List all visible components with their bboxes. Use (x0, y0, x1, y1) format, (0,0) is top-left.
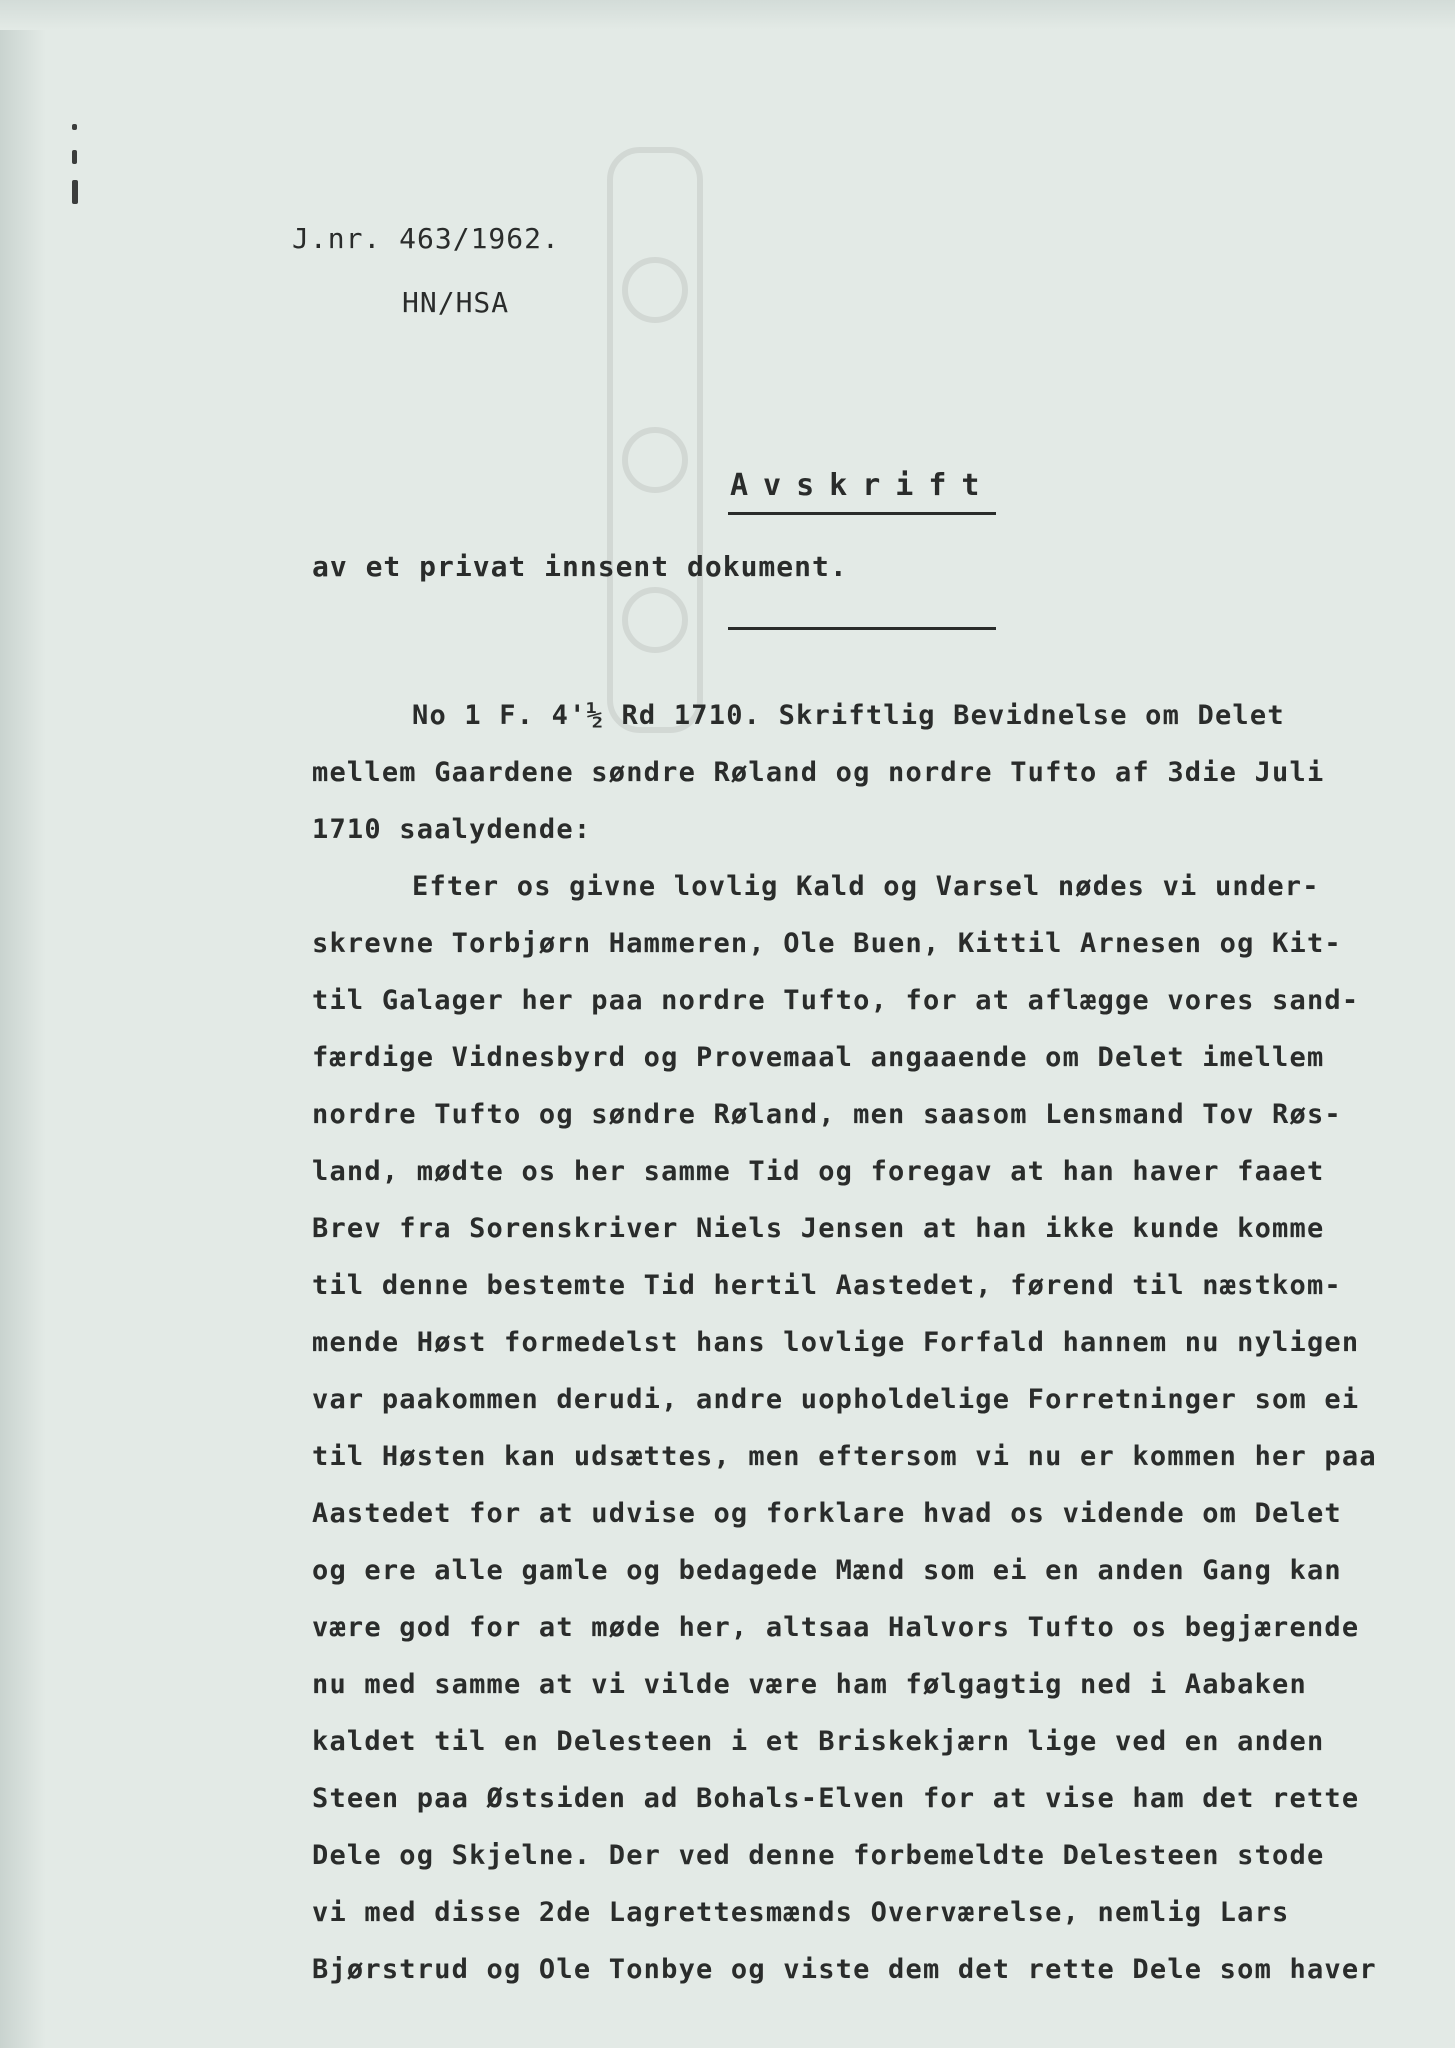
text-line: Brev fra Sorenskriver Niels Jensen at han ikke kunde komme (312, 1213, 1325, 1244)
punch-mark (72, 124, 77, 130)
text-line: 1710 saalydende: (312, 814, 592, 845)
text-line: Steen paa Østsiden ad Bohals-Elven for at vise ham det rette (312, 1783, 1360, 1814)
author-initials: HN/HSA (402, 286, 510, 319)
separator-line (728, 627, 996, 630)
text-line: Aastedet for at udvise og forklare hvad os vidende om Delet (312, 1498, 1342, 1529)
text-line: mellem Gaardene søndre Røland og nordre Tufto af 3die Juli (312, 757, 1325, 788)
text-line: skrevne Torbjørn Hammeren, Ole Buen, Kittil Arnesen og Kit- (312, 928, 1342, 959)
text-line: var paakommen derudi, andre uopholdelige Forretninger som ei (312, 1384, 1360, 1415)
text-line: til denne bestemte Tid hertil Aastedet, førend til næstkom- (312, 1270, 1342, 1301)
text-line: nordre Tufto og søndre Røland, men saasom Lensmand Tov Røs- (312, 1099, 1342, 1130)
text-line: Dele og Skjelne. Der ved denne forbemeldte Delesteen stode (312, 1840, 1325, 1871)
reference-number: J.nr. 463/1962. (292, 222, 560, 255)
text-line: være god for at møde her, altsaa Halvors Tufto os begjærende (312, 1612, 1360, 1643)
text-line: land, mødte os her samme Tid og foregav at han haver faaet (312, 1156, 1325, 1187)
document-title: Avskrift (730, 468, 995, 503)
title-underline (728, 512, 996, 515)
page-edge-shadow (0, 0, 46, 2048)
document-subtitle: av et privat innsent dokument. (312, 550, 848, 583)
text-line: Bjørstrud og Ole Tonbye og viste dem det rette Dele som haver (312, 1954, 1377, 1985)
stamp-watermark (600, 140, 710, 740)
text-line: til Galager her paa nordre Tufto, for at aflægge vores sand- (312, 985, 1360, 1016)
page-top-shadow (0, 0, 1455, 30)
text-line: Efter os givne lovlig Kald og Varsel nødes vi under- (412, 871, 1320, 902)
text-line: vi med disse 2de Lagrettesmænds Overværelse, nemlig Lars (312, 1897, 1290, 1928)
text-line: mende Høst formedelst hans lovlige Forfald hannem nu nyligen (312, 1327, 1360, 1358)
text-line: nu med samme at vi vilde være ham følgagtig ned i Aabaken (312, 1669, 1307, 1700)
punch-mark (72, 180, 78, 204)
text-line: kaldet til en Delesteen i et Briskekjærn lige ved en anden (312, 1726, 1325, 1757)
text-line: til Høsten kan udsættes, men eftersom vi nu er kommen her paa (312, 1441, 1377, 1472)
text-line: og ere alle gamle og bedagede Mænd som ei en anden Gang kan (312, 1555, 1342, 1586)
text-line: No 1 F. 4'½ Rd 1710. Skriftlig Bevidnelse om Delet (412, 700, 1285, 731)
text-line: færdige Vidnesbyrd og Provemaal angaaende om Delet imellem (312, 1042, 1325, 1073)
punch-mark (72, 150, 77, 164)
